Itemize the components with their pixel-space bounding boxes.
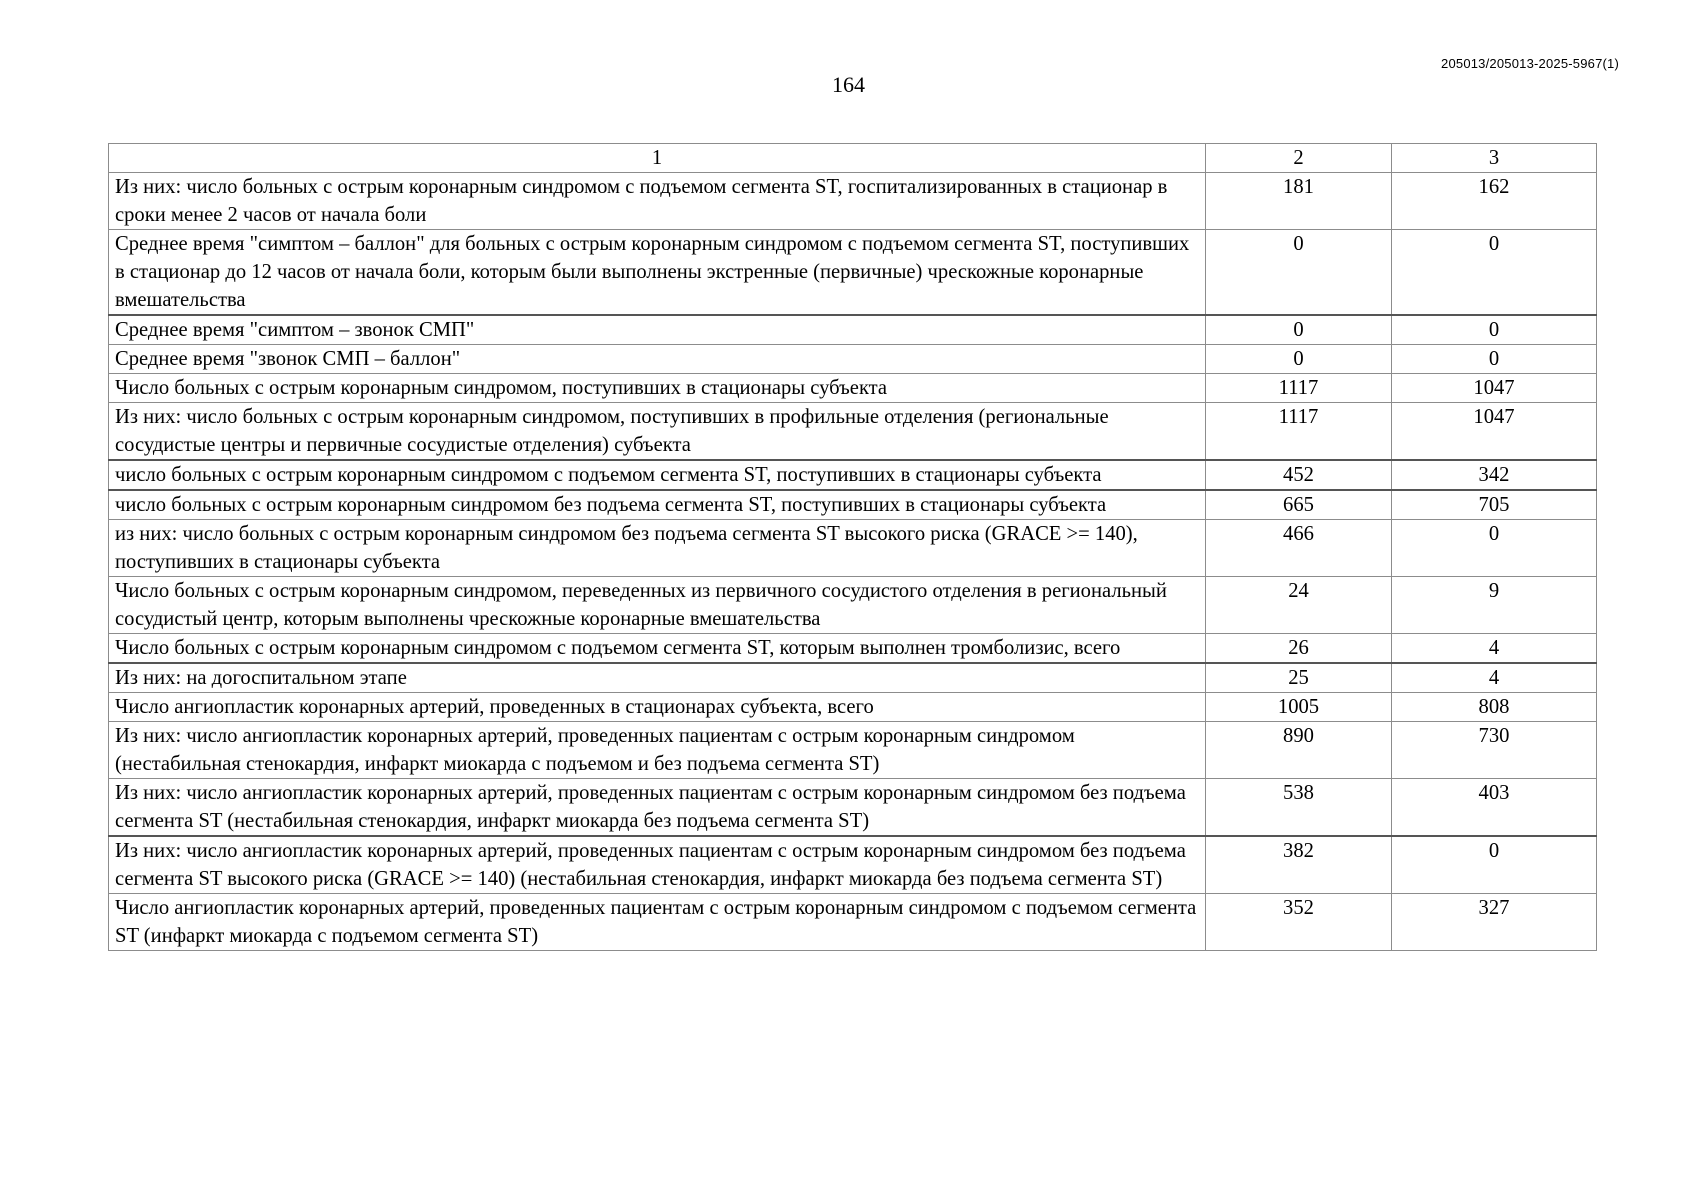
row-label: Из них: на догоспитальном этапе [109, 663, 1206, 693]
value-col3: 0 [1392, 230, 1597, 316]
value-col2: 26 [1206, 634, 1392, 664]
table-row [109, 460, 1597, 490]
table-header-row [109, 144, 1597, 173]
column-header-3: 3 [1392, 144, 1597, 173]
row-label: Из них: число ангиопластик коронарных артерий, проведенных пациентам с острым коронарным синдромом без подъема сегмента ST (нестабильная стенокардия, инфаркт миокарда без подъема сегмента ST) [109, 779, 1206, 837]
row-label: Число больных с острым коронарным синдромом, поступивших в стационары субъекта [109, 374, 1206, 403]
value-col3: 1047 [1392, 403, 1597, 461]
table-row [109, 894, 1597, 951]
value-col3: 0 [1392, 836, 1597, 894]
value-col2: 352 [1206, 894, 1392, 951]
row-label: Из них: число больных с острым коронарным синдромом с подъемом сегмента ST, госпитализированных в стационар в сроки менее 2 часов от начала боли [109, 173, 1206, 230]
row-label: Среднее время "симптом – баллон" для больных с острым коронарным синдромом с подъемом сегмента ST, поступивших в стационар до 12 часов от начала боли, которым были выполнены экстренные (первичные) чрескожные коронарные вмешательства [109, 230, 1206, 316]
row-label: Число ангиопластик коронарных артерий, проведенных в стационарах субъекта, всего [109, 693, 1206, 722]
table-row [109, 520, 1597, 577]
value-col2: 0 [1206, 345, 1392, 374]
row-label: Из них: число ангиопластик коронарных артерий, проведенных пациентам с острым коронарным синдромом без подъема сегмента ST высокого риска (GRACE >= 140) (нестабильная стенокардия, инфаркт миокарда без подъема сегмента ST) [109, 836, 1206, 894]
value-col2: 890 [1206, 722, 1392, 779]
table-row [109, 230, 1597, 316]
table-row [109, 374, 1597, 403]
row-label: Среднее время "симптом – звонок СМП" [109, 315, 1206, 345]
value-col3: 4 [1392, 663, 1597, 693]
value-col3: 0 [1392, 345, 1597, 374]
table-row [109, 634, 1597, 664]
value-col2: 452 [1206, 460, 1392, 490]
table-row [109, 836, 1597, 894]
value-col2: 181 [1206, 173, 1392, 230]
statistics-table [108, 143, 1597, 951]
value-col3: 342 [1392, 460, 1597, 490]
column-header-2: 2 [1206, 144, 1392, 173]
page-number: 164 [832, 72, 865, 97]
value-col3: 327 [1392, 894, 1597, 951]
row-label: из них: число больных с острым коронарным синдромом без подъема сегмента ST высокого риска (GRACE >= 140), поступивших в стационары субъекта [109, 520, 1206, 577]
value-col3: 808 [1392, 693, 1597, 722]
value-col3: 705 [1392, 490, 1597, 520]
value-col2: 538 [1206, 779, 1392, 837]
value-col2: 466 [1206, 520, 1392, 577]
row-label: Из них: число больных с острым коронарным синдромом, поступивших в профильные отделения (региональные сосудистые центры и первичные сосудистые отделения) субъекта [109, 403, 1206, 461]
table-row [109, 577, 1597, 634]
table-row [109, 345, 1597, 374]
value-col3: 9 [1392, 577, 1597, 634]
row-label: Число больных с острым коронарным синдромом, переведенных из первичного сосудистого отделения в региональный сосудистый центр, которым выполнены чрескожные коронарные вмешательства [109, 577, 1206, 634]
table-row [109, 779, 1597, 837]
value-col3: 1047 [1392, 374, 1597, 403]
value-col3: 0 [1392, 520, 1597, 577]
table-row [109, 663, 1597, 693]
value-col2: 1005 [1206, 693, 1392, 722]
row-label: Среднее время "звонок СМП – баллон" [109, 345, 1206, 374]
table-row [109, 693, 1597, 722]
value-col3: 403 [1392, 779, 1597, 837]
table-row [109, 722, 1597, 779]
value-col2: 665 [1206, 490, 1392, 520]
row-label: Число больных с острым коронарным синдромом с подъемом сегмента ST, которым выполнен тромболизис, всего [109, 634, 1206, 664]
value-col2: 382 [1206, 836, 1392, 894]
column-header-1: 1 [109, 144, 1206, 173]
table-row [109, 490, 1597, 520]
table-row [109, 315, 1597, 345]
value-col3: 4 [1392, 634, 1597, 664]
row-label: Из них: число ангиопластик коронарных артерий, проведенных пациентам с острым коронарным синдромом (нестабильная стенокардия, инфаркт миокарда с подъемом и без подъема сегмента ST) [109, 722, 1206, 779]
row-label: число больных с острым коронарным синдромом без подъема сегмента ST, поступивших в стационары субъекта [109, 490, 1206, 520]
value-col3: 162 [1392, 173, 1597, 230]
value-col3: 730 [1392, 722, 1597, 779]
row-label: Число ангиопластик коронарных артерий, проведенных пациентам с острым коронарным синдромом с подъемом сегмента ST (инфаркт миокарда с подъемом сегмента ST) [109, 894, 1206, 951]
row-label: число больных с острым коронарным синдромом с подъемом сегмента ST, поступивших в стационары субъекта [109, 460, 1206, 490]
value-col2: 0 [1206, 315, 1392, 345]
value-col2: 1117 [1206, 403, 1392, 461]
value-col2: 25 [1206, 663, 1392, 693]
value-col3: 0 [1392, 315, 1597, 345]
value-col2: 0 [1206, 230, 1392, 316]
document-id: 205013/205013-2025-5967(1) [1441, 56, 1619, 71]
table-row [109, 403, 1597, 461]
value-col2: 1117 [1206, 374, 1392, 403]
table-row [109, 173, 1597, 230]
value-col2: 24 [1206, 577, 1392, 634]
